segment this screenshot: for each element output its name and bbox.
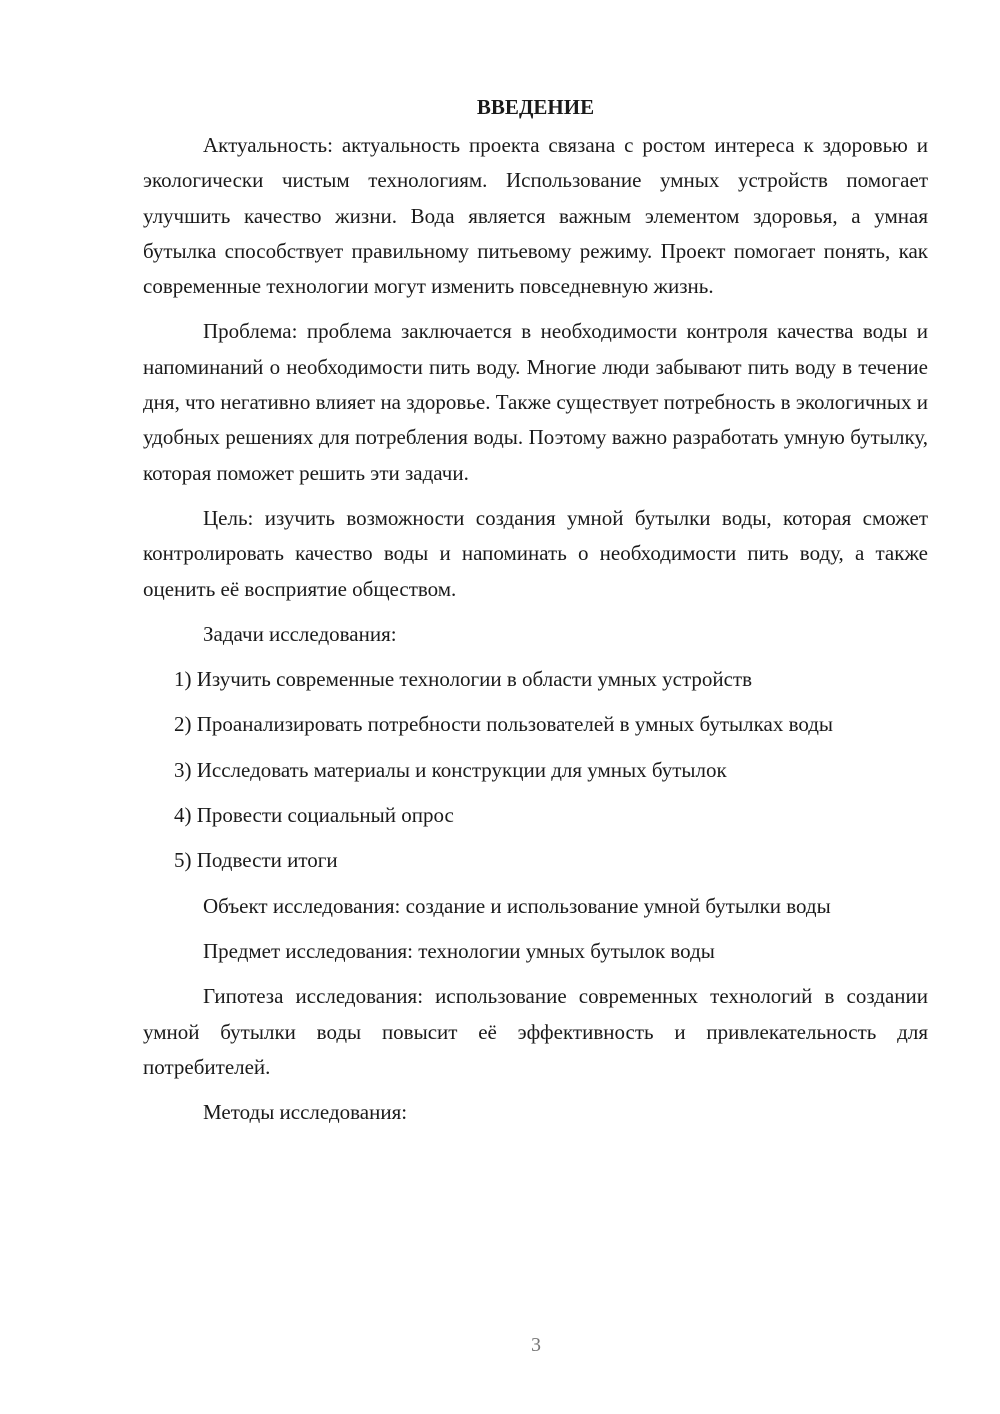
methods-heading: Методы исследования: [203, 1100, 408, 1125]
task-item-1: 1) Изучить современные технологии в области умных устройств [174, 667, 753, 692]
task-item-5: 5) Подвести итоги [174, 848, 338, 873]
task-item-4: 4) Провести социальный опрос [174, 803, 454, 828]
object-paragraph: Объект исследования: создание и использование умной бутылки воды [203, 893, 831, 918]
relevance-paragraph: Актуальность: актуальность проекта связана с ростом интереса к здоровью и экологически чистым технологиям. Использование умных устройств помогает улучшить качество жизни. Вода является важным элементом здоровья, а умная бутылка способствует правильному питьевому режиму. Проект помогает понять, как современные технологии могут изменить повседневную жизнь. [143, 133, 928, 299]
task-item-2: 2) Проанализировать потребности пользователей в умных бутылках воды [174, 712, 834, 737]
subject-paragraph: Предмет исследования: технологии умных бутылок воды [203, 938, 715, 963]
page-number: 3 [531, 1334, 541, 1356]
task-item-3: 3) Исследовать материалы и конструкции для умных бутылок [174, 757, 727, 782]
section-title: ВВЕДЕНИЕ [476, 95, 595, 119]
document-page [143, 90, 928, 1140]
problem-paragraph: Проблема: проблема заключается в необходимости контроля качества воды и напоминаний о необходимости пить воду. Многие люди забывают пить воду в течение дня, что негативно влияет на здоровье. Также существует потребность в экологичных и удобных решениях для потребления воды. Поэтому важно разработать умную бутылку, которая поможет решить эти задачи. [143, 319, 928, 485]
hypothesis-paragraph: Гипотеза исследования: использование современных технологий в создании умной бутылки воды повысит её эффективность и привлекательность для потребителей. [143, 984, 928, 1079]
goal-paragraph: Цель: изучить возможности создания умной бутылки воды, которая сможет контролировать качество воды и напоминать о необходимости пить воду, а также оценить её восприятие обществом. [143, 505, 928, 601]
tasks-heading: Задачи исследования: [203, 621, 397, 646]
